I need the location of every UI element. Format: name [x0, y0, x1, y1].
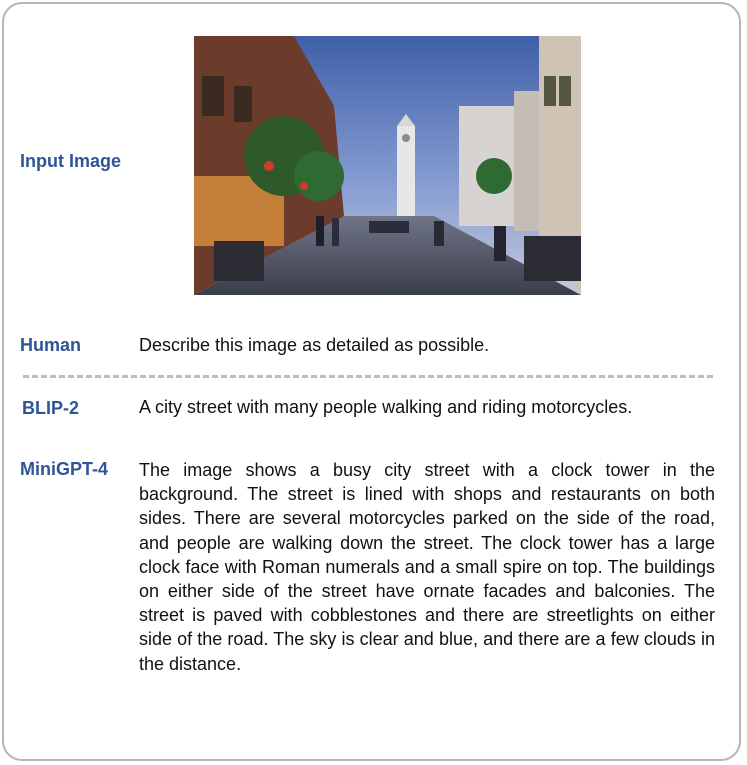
human-prompt: Describe this image as detailed as possible. — [139, 335, 490, 355]
input-image — [194, 36, 581, 295]
minigpt4-label: MiniGPT-4 — [20, 459, 109, 479]
blip2-label: BLIP-2 — [22, 398, 80, 418]
blip2-response: A city street with many people walking and riding motorcycles. — [139, 397, 633, 417]
divider — [23, 375, 713, 378]
minigpt4-response: The image shows a busy city street with a clock tower in the background. The street is lined with shops and restaurants on both sides. There are several motorcycles parked on the side of the road, and people are walking down the street. The clock tower has a large clock face with Roman numerals and a small spire on top. The buildings on either side of the street have ornate facades and balconies. The street is paved with cobblestones and there are streetlights on either side of the road. The sky is clear and blue, and there are a few clouds in the distance. — [139, 460, 715, 674]
input-image-label: Input Image — [20, 151, 122, 171]
human-label: Human — [20, 335, 82, 355]
